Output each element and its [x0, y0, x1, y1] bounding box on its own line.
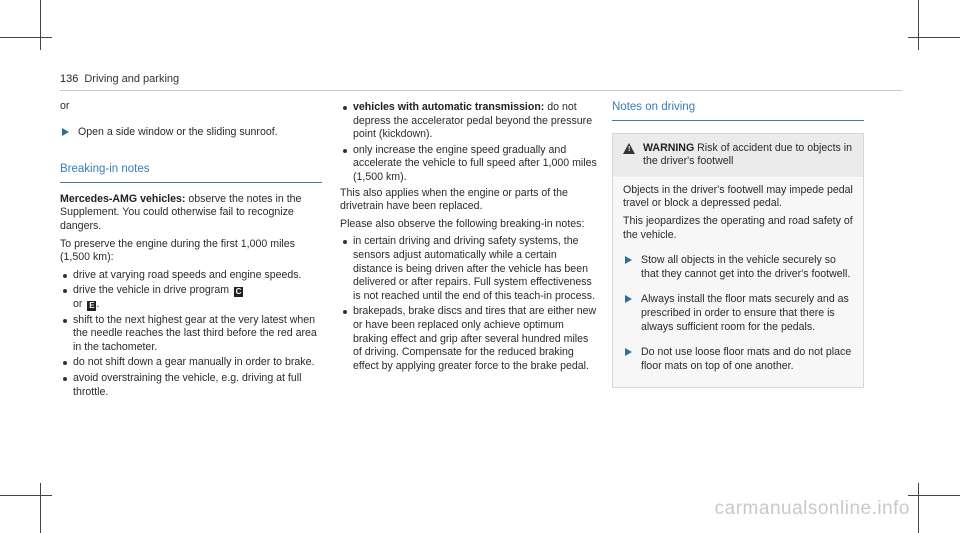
- section-title-breaking-in: Breaking-in notes: [60, 163, 150, 176]
- step-arrow-icon: [625, 256, 632, 264]
- crop-mark: [0, 37, 52, 38]
- warning-triangle-icon: !: [623, 143, 635, 154]
- warning-box: [612, 133, 864, 389]
- bullet-icon: [343, 240, 347, 244]
- section-title-notes-on-driving: Notes on driving: [612, 101, 696, 113]
- bullet-icon: [63, 377, 67, 381]
- page-header: [60, 73, 179, 87]
- middle-column: [340, 101, 598, 375]
- list-item: drive at varying road speeds and engine speeds.: [60, 269, 322, 283]
- warning-text: Objects in the driver's footwell may impede pedal travel or block a depressed pedal.: [623, 183, 853, 210]
- step-arrow-icon: [62, 128, 69, 136]
- warning-body: [613, 178, 863, 388]
- drive-program-e-icon: E: [89, 300, 95, 310]
- crop-mark: [908, 37, 960, 38]
- paragraph: This also applies when the engine or parts of the drivetrain have been replaced.: [340, 186, 568, 213]
- header-divider: [60, 90, 902, 91]
- list-item: shift to the next highest gear at the very latest when the needle reaches the last third before the red area in the tachometer.: [60, 314, 322, 355]
- bullet-icon: [343, 310, 347, 314]
- amg-note: Mercedes-AMG vehicles: observe the notes in the Supplement. You could otherwise fail to recognize dangers.: [60, 192, 302, 232]
- crop-mark: [908, 495, 960, 496]
- paragraph: Please also observe the following breaking-in notes:: [340, 217, 585, 230]
- step-open-sunroof: Open a side window or the sliding sunroof.: [60, 126, 322, 140]
- crop-mark: [40, 0, 41, 50]
- warning-header: [613, 134, 863, 178]
- intro-text: or: [60, 100, 70, 112]
- drive-program-c-icon: C: [235, 287, 242, 297]
- list-item: vehicles with automatic transmission: do not depress the accelerator pedal beyond the pressure point (kickdown).: [340, 101, 598, 142]
- list-item: drive the vehicle in drive program C or E .: [60, 284, 322, 311]
- warning-step: Do not use loose floor mats and do not place floor mats on top of one another.: [623, 346, 853, 373]
- bullet-icon: [63, 274, 67, 278]
- crop-mark: [40, 483, 41, 533]
- step-arrow-icon: [625, 295, 632, 303]
- section-divider: [60, 182, 322, 183]
- warning-step: Stow all objects in the vehicle securely so that they cannot get into the driver's footwell.: [623, 254, 853, 281]
- bullet-icon: [63, 289, 67, 293]
- right-column: [612, 101, 864, 388]
- step-arrow-icon: [625, 348, 632, 356]
- crop-mark: [918, 0, 919, 50]
- list-item: avoid overstraining the vehicle, e.g. driving at full throttle.: [60, 372, 322, 399]
- list-item: in certain driving and driving safety systems, the sensors adjust automatically while a certain distance is being driven after the vehicle has been delivered or after repairs. Full system effectiveness is not reached until the end of this teach-in process.: [340, 235, 598, 303]
- list-item: brakepads, brake discs and tires that are either new or have been replaced only achieve optimum braking effect and grip after several hundred miles of driving. Compensate for the reduced braking effect by applying greater force to the brake pedal.: [340, 305, 598, 373]
- section-divider: [612, 120, 864, 121]
- warning-text: This jeopardizes the operating and road safety of the vehicle.: [623, 214, 853, 241]
- warning-title: Risk of accident due to objects in the driver's footwell: [643, 141, 853, 168]
- list-item: do not shift down a gear manually in order to brake.: [60, 356, 322, 370]
- crop-mark: [0, 495, 52, 496]
- bullet-icon: [343, 149, 347, 153]
- warning-step: Always install the floor mats securely and as prescribed in order to ensure that there is always sufficient room for the pedals.: [623, 293, 853, 334]
- chapter-title: Driving and parking: [84, 73, 180, 85]
- page-number: 136: [60, 73, 79, 85]
- warning-label: WARNING: [643, 141, 695, 154]
- crop-mark: [918, 483, 919, 533]
- bullet-icon: [63, 361, 67, 365]
- bullet-icon: [343, 106, 347, 110]
- bullet-icon: [63, 319, 67, 323]
- left-column: [60, 100, 322, 401]
- list-item: only increase the engine speed gradually and accelerate the vehicle to full speed after 1,000 miles (1,500 km).: [340, 144, 598, 185]
- watermark: carmanualsonline.info: [714, 498, 910, 519]
- preserve-intro: To preserve the engine during the first 1,000 miles (1,500 km):: [60, 237, 295, 264]
